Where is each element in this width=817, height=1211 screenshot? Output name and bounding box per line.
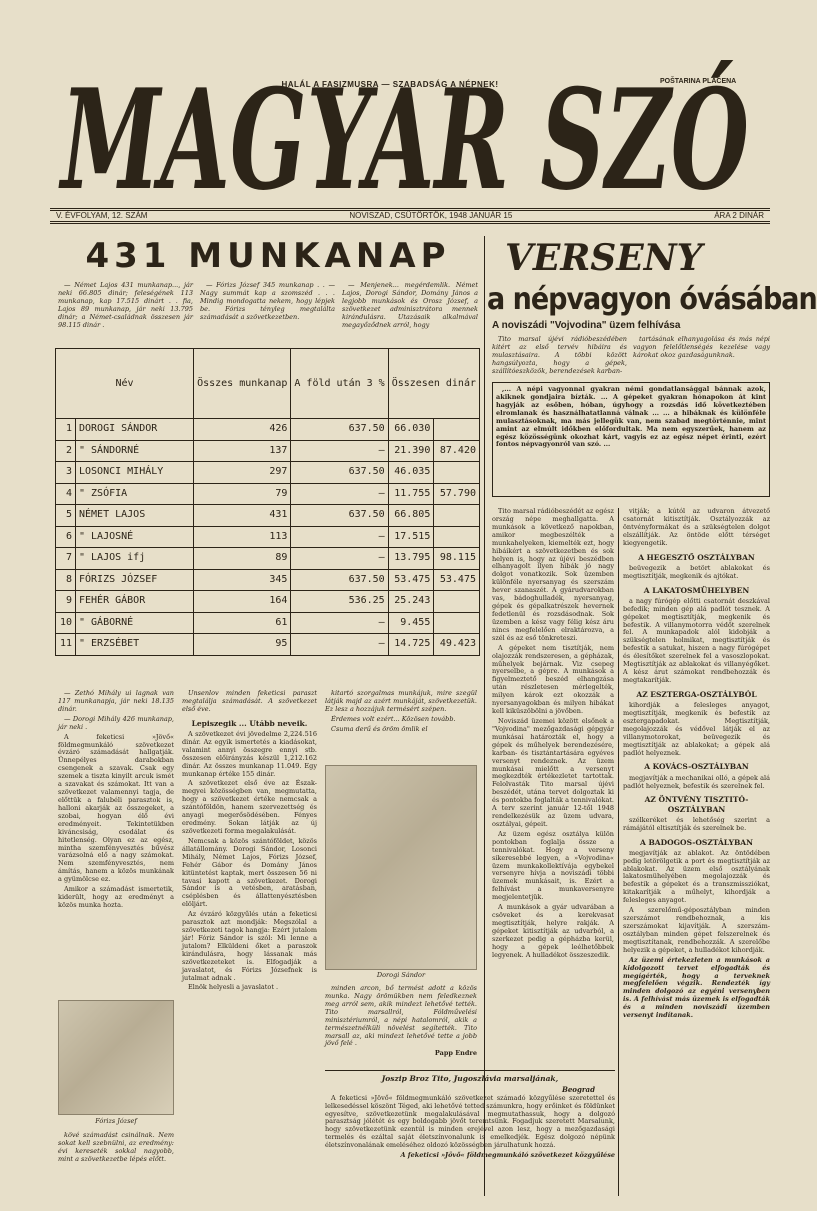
section-text-hegeszto: beüvegezik a betört ablakokat és megtisztítják, megkenik és ajtókat. [623, 563, 770, 580]
family-sum-cell: 53.475 [434, 569, 480, 591]
row-number: 3 [56, 462, 76, 484]
row-number: 5 [56, 505, 76, 527]
tito-greeting-article [325, 1070, 615, 1200]
row-number: 7 [56, 548, 76, 570]
row-number: 6 [56, 526, 76, 548]
middle-byline: Papp Endre [434, 1049, 477, 1058]
postage-notice: POŠTARINA PLAĆENA [660, 78, 737, 85]
total-dinar-cell: 25.243 [388, 591, 434, 613]
land-share-cell: 637.50 [291, 419, 388, 441]
right-col1-text-2: A gépeket nem tisztítják, nem olajozzák rendszeresen, a gépházak, műhelyek bejárnak. Viz csepeg nyerselbe, a gépre. A munkások a figyelmeztető beszéd elhangzása után részletesen mérlegelték, milyen károk ezt okozzák a nyersanyagokban és milyen hibákat kell kiküszöbölni a jövőben. [492, 643, 614, 716]
table-row [56, 591, 480, 613]
member-name: FEHÉR GÁBOR [76, 591, 194, 613]
family-sum-cell: 98.115 [434, 548, 480, 570]
member-name: NÉMET LAJOS [76, 505, 194, 527]
right-col1-text-1: Tito marsal rádióbeszédét az egész ország népe meghallgatta. A munkások a következő napokban, amikor megbeszélték a munkahelyeken, kiemelték ezt, hogy hibáikért a szövetkezetben és sok helyen is, hogy az újévi beszédben elhanyagolt ilyen hibák jó nagy dolgot vonatkozik. Sok üzemben különféle nyersanyag és szerszám hever szanaszét. A gyárudvarokban vas, bádoghulladék, nyersanyag, gépek és gépalkatrészek hevernek fedetlenül és rozsdásodnak. Sok üzemben a kész vagy félig kész áru nincs megfelelően elraktározva, a szél és az eső tönkreteszi. [492, 507, 614, 642]
family-sum-cell: 57.790 [434, 483, 480, 505]
intro-col-2 [200, 282, 335, 346]
masthead-slogan: HALÁL A FASIZMUSRA — SZABADSÁG A NÉPNEK! [281, 80, 499, 89]
right-intro-right-text: tartásának elhanyagolása és más népi vagyon felelőtlenségés kezelése vagy károkat okoz gazdaságunknak. [633, 335, 770, 359]
row-number: 11 [56, 634, 76, 656]
right-col1-text-3: Noviszád üzemei között elsőnek a "Vojvodina" mezőgazdasági gépgyár munkásai határozták el, hogy a gépek és műhelyek berendezésére, karban- és tisztántartására egyéves versenyt rendeznek. Az üzem munkásai mielőtt a versenyt megkezdték értékezletet tartottak. Felolvasták Tito marsal újévi beszédét, utána tervet dolgoztak ki és pontokba foglalták a tennivalókat. A terv szerint január 12-től 1948 rendelkezésük az üzem udvara, osztályai, gépeit. [492, 716, 614, 828]
section-text-ontveny: szélkeréket és lehetőség szerint a rámájától eltisztítják és szerelnek be. [623, 815, 770, 832]
intro-col-3 [342, 282, 478, 346]
middle-text-4: minden arcon, bő termést adott a közös munka. Nagy örömükben nem feledkeznek meg arról sem, akik mindezt lehetővé tették. Tito marsallról, Fóldművelési minisztériumról, a népi hatalomról, akik a természetnélküli növelést segítették. Tito marsall az, aki mindezt lehetővé tette a jobb jövő felé . [325, 984, 477, 1048]
left-column-1-tail [58, 1132, 174, 1200]
col2-subhead: Lepiszegik ... Utább neveik. [191, 718, 308, 728]
table-head [56, 349, 480, 419]
row-number: 10 [56, 612, 76, 634]
header-total: Összesen dinár [388, 349, 479, 419]
row-number: 9 [56, 591, 76, 613]
section-title-eszterga: AZ ESZTERGA-OSZTÁLYBÓL [636, 689, 757, 699]
col2-text-2: A szövetkezet évi jövedelme 2,224.516 dinár. Az egyik ismertetés a kiadásokat, valamint annyi összegre ennyi stb. összesen előirányzás készül 1,212.162 dinár. Az összes munkanap 11.049. Egy munkanap értéke 155 dinár. [182, 729, 317, 778]
photo-dorogi [325, 765, 477, 970]
member-name: " SÁNDORNÉ [76, 440, 194, 462]
photo-forizs-caption: Fórizs József [95, 1117, 137, 1125]
family-sum-cell [434, 591, 480, 613]
section-title-hegeszto: A HEGESZTŐ OSZTÁLYBAN [638, 552, 755, 562]
workdays-cell: 79 [194, 483, 291, 505]
table-row [56, 612, 480, 634]
member-name: " GÁBORNÉ [76, 612, 194, 634]
workdays-cell: 61 [194, 612, 291, 634]
land-share-cell: 637.50 [291, 569, 388, 591]
land-share-cell: 637.50 [291, 505, 388, 527]
table-body [56, 419, 480, 656]
land-share-cell: — [291, 526, 388, 548]
col1-tail-text: kövé számadást csinálnak. Nem sokat kell szebnülni, az eredmény: évi kereseték sokkal nagyobb, mint a szövetkezetbe lépés előtt. [58, 1131, 174, 1163]
middle-text-3: Csuma derű és öröm ömlik el [331, 724, 428, 733]
greeting-body [325, 1095, 615, 1150]
issue-price: ÁRA 2 DINÁR [714, 211, 764, 221]
total-dinar-cell: 13.795 [388, 548, 434, 570]
middle-column-top [325, 690, 477, 760]
total-dinar-cell: 9.455 [388, 612, 434, 634]
left-column-2 [182, 690, 317, 1200]
intro-col-1 [58, 282, 193, 346]
member-name: LOSONCI MIHÁLY [76, 462, 194, 484]
column-rule-1 [484, 236, 485, 1196]
workdays-cell: 297 [194, 462, 291, 484]
total-dinar-cell: 66.030 [388, 419, 434, 441]
land-share-cell: — [291, 483, 388, 505]
land-share-cell: — [291, 634, 388, 656]
total-dinar-cell: 17.515 [388, 526, 434, 548]
table-row [56, 440, 480, 462]
right-col1-text-5: A munkások a gyár udvarában a csöveket és a kerekvasat megtisztítják, helyre rakják. A gépeket kitisztítják az udvarból, a szerkezet pedig a gépházba kerül, hogy a gépek leélhetőbbek legyenek. A hulladékot összeszedik. [492, 903, 614, 959]
right-col2-closing: Az üzemi értekezleten a munkások a kidolgozott tervet elfogadták és megígérték, hogy a terveknek megfelelően végzik. Rendezték így minden dolgozó az egyéni versenyben is. A felhívást más üzemek is elfogadták és a minden noviszádi üzemben versenyt indítanak. [623, 955, 770, 1020]
column-rule-2 [618, 508, 619, 1196]
workdays-cell: 95 [194, 634, 291, 656]
photo-dorogi-caption: Dorogi Sándor [376, 971, 426, 979]
member-name: " LAJOS ifj [76, 548, 194, 570]
family-sum-cell [434, 419, 480, 441]
total-dinar-cell: 53.475 [388, 569, 434, 591]
land-share-cell: — [291, 548, 388, 570]
header-land: A föld után 3 % [291, 349, 388, 419]
section-title-badogos: A BADOGOS-OSZTÁLYBAN [640, 837, 753, 847]
col2-text-6: Elnök helyesli a javaslatot . [188, 983, 279, 992]
workdays-cell: 137 [194, 440, 291, 462]
col1-text-2: — Dorogi Mihály 426 munkanap, jár neki . [58, 714, 174, 731]
land-share-cell: — [291, 440, 388, 462]
workdays-cell: 89 [194, 548, 291, 570]
col1-text-4: Amikor a számadást ismertetik, kiderült, hogy az eredményt a közös munka hozta. [58, 885, 174, 909]
row-number: 8 [56, 569, 76, 591]
family-sum-cell: 49.423 [434, 634, 480, 656]
greeting-text: A feketicsi »Jövő« földmegmunkáló szövetkezet számadó közgyűlése szeretettel és lelkesedéssel köszönt Téged, aki lehetővé tetted számunkra, hogy erőinket és földünket egyesítve, szövetkezetünk megalakulásával megmutathassuk, hogy a dolgozó parasztság jólétét és egy boldogabb jövőt teremtsünk. Fogadjuk szeretett Marsalunk, hogy szövetkezetünk ezentúl is minden erejével azon lesz, hogy a mezőgazdasági termelés és ezáltal saját életszínvonalunk is emelkedjék. Egész dolgozó népünk életszínvonalának emeléséhez oldozó közösségben járulhatunk hozzá. [325, 1093, 615, 1150]
col1-text-3: A feketicsi »Jövő« földmegmunkáló szövetkezet évzáró számadását hallgatják. Ünnepélyes darabokban csengenek a szavak. Csak egy szemek a tiszta kinyilt arcuk ismét a szavakat és számokat. Itt van a szövetkezet valamennyi tagja, de előttük a falubéli parasztok is, halloni akarják az összegeket, a szobai, hogyan élő évi eredményeit. Tekintetükben kiváncsiság, csodálat és hitetlenség. Olyan ez az egész, mintha szemfényvesztés bűvész varázsolná elő a nagy számokat. Nem szemfényvesztés, nem ámítás, hanem a közös munkának a gyümölcse ez. [58, 732, 174, 884]
table-row [56, 548, 480, 570]
svg-text:MAGYAR SZÓ: MAGYAR SZÓ [58, 58, 750, 221]
section-text-kovacs: megjavítják a mechanikai olló, a gépek alá padlót helyeznek, befestik és szerelnek fel. [623, 773, 770, 790]
right-column-1 [492, 508, 614, 1028]
row-number: 1 [56, 419, 76, 441]
row-number: 4 [56, 483, 76, 505]
intro-text-2: — Fórizs József 345 munkanap . . — Nagy summát kap a szomszéd . . . Mindig mondogatta nekem, hogy lépjek be. Fórizs tényleg megtalálta számadását a szövetkezetben. [200, 281, 335, 321]
right-subhead: A noviszádi "Vojvodina" üzem felhívása [492, 320, 681, 331]
right-headline-2: a népvagyon óvásában [487, 282, 817, 317]
section-title-lakatos: A LAKATOSMÜHELYBEN [643, 585, 750, 595]
total-dinar-cell: 66.805 [388, 505, 434, 527]
photo-forizs [58, 1000, 174, 1115]
section-title-kovacs: A KOVÁCS-OSZTÁLYBAN [644, 762, 749, 772]
family-sum-cell [434, 526, 480, 548]
table-row [56, 569, 480, 591]
tito-quote-box [492, 382, 770, 497]
land-share-cell: 536.25 [291, 591, 388, 613]
member-name: " ERZSÉBET [76, 634, 194, 656]
middle-column-bottom [325, 985, 477, 1065]
total-dinar-cell: 21.390 [388, 440, 434, 462]
volume-number: V. ÉVFOLYAM, 12. SZÁM [56, 211, 148, 221]
workdays-cell: 164 [194, 591, 291, 613]
total-dinar-cell: 14.725 [388, 634, 434, 656]
workdays-cell: 426 [194, 419, 291, 441]
right-col1-text-4: Az üzem egész osztálya külön pontokban foglalja össze a tennivalókat. Hogy a verseny sikeresebbé legyen, a »Vojvodina« üzem munkakollektívája egybekel versenyre hívja a noviszádi többi üzemek munkásait, is. Ezért a felhívást a munkaversenyre megjelentetjük. [492, 829, 614, 902]
total-dinar-cell: 11.755 [388, 483, 434, 505]
member-name: " LAJOSNÉ [76, 526, 194, 548]
table-row [56, 526, 480, 548]
header-workdays: Összes munkanap [194, 349, 291, 419]
header-name: Név [56, 349, 194, 419]
table-row [56, 634, 480, 656]
member-name: FÓRIZS JÓZSEF [76, 569, 194, 591]
left-headline: 431 MUNKANAP [85, 236, 451, 276]
col2-text-3: A szövetkezet első éve az Észak-megyei közösségben van, megmutatta, hogy a szövetkezet értéke nemcsak a szántóföldön, hanem szervezettség és anyagi megerősödésében. Fényes eredmény. Sokan látják az új szövetkezeti forma megalakulását. [182, 779, 317, 835]
right-intro-left [492, 336, 627, 378]
col2-text-1: Unsenlov minden feketicsi paraszt megtalálja számadását. A szövetkezet első éve. [182, 689, 317, 713]
table-header-row [56, 349, 480, 419]
right-intro-right [633, 336, 770, 378]
issue-date: NOVISZAD, CSÜTÖRTÖK, 1948 JANUÁR 15 [349, 211, 513, 221]
table-row [56, 462, 480, 484]
greeting-place: Beograd [561, 1085, 595, 1095]
family-sum-cell: 87.420 [434, 440, 480, 462]
right-col2-tail: A szerelőmű-géposztályban minden szerszámot rendbehoznak, a kis szerszámokat kijavítják. A szerszám-osztályban minden gépet felszerelnek és megtisztítanak, rendbehozzák. A szerelőbe helyezik a gépeket, a hulladékot kihordják. [623, 906, 770, 954]
greeting-headline: Joszip Broz Tito, Jugoszlávia marsaljának, [381, 1074, 559, 1083]
greeting-signature: A feketicsi »Jövő« földmegmunkáló szövetkezet közgyűlése [400, 1151, 615, 1160]
left-column-1 [58, 690, 174, 995]
table-row [56, 505, 480, 527]
col1-text-1: — Zethó Mihály ui lagnak van 117 munkanapja, jár neki 18.135 dinár. [58, 689, 174, 713]
family-sum-cell [434, 505, 480, 527]
section-title-ontveny: AZ ÖNTVÉNY TISZTITÓ-OSZTÁLYBAN [644, 795, 749, 814]
family-sum-cell [434, 612, 480, 634]
right-headline-1: VERSENY [505, 237, 703, 279]
col2-text-5: Az évzáró közgyűlés után a feketicsi parasztok azt mondják: Megszólal a szövetkezeti tagok hangja: Ezért jutalom jár! Fóriz Sándor is szól: Mi lenne a jutalom? Elküldeni őket a paraszok kirándulásra, hogy lássanak más szövetkezeteket is. Elfogadják a javaslatot, és Fórizs Józsefnek is jutalmat adnak . [182, 910, 317, 982]
col2-text-4: Nemcsak a közös szántóföldet, közös állatállomány. Dorogi Sándor, Losonci Mihály, Német Lajos, Fórizs József, Fehér Gábor és Domány János kitüntetést kaptak, mert összesen 56 ni tavasi kapott a szövetkezet. Dorogi Sándor is a vetésben, aratásban, cséplésben és állattenyésztésben elöljárt. [182, 836, 317, 909]
middle-text-1: kitartó szorgalmas munkájuk, mire szegül látják majd az azért munkáját, szövetkezetük. Ez lesz a hozzájuk termésért szépen. [325, 689, 477, 713]
land-share-cell: 637.50 [291, 462, 388, 484]
land-share-cell: — [291, 612, 388, 634]
section-text-lakatos: a nagy fúrógép előtti csatornát deszkával befedik; minden gép alá padlót tesznek. A gépeket megtisztítják, megkenik és befestik. A villanymotorra védőt szerelnek fel. A munkapadok alól kidobják a szükségtelen holmikat, megtisztítják és befestik a satukat, hiszen a nagy fúrógépet és élesítőket szerelnek fel a vasoszlopokat. Megtisztítják az ablakokat és villanyégőket. A kész árut számokat rendbehozzák és megtakarítják. [623, 596, 770, 684]
total-dinar-cell: 46.035 [388, 462, 434, 484]
section-text-badogos: megjavítják az ablakot. Az öntödében pedig letörölgetik a port és megtisztítják az ablakokat. Az üzem első osztályának lakatosmühelyében megolajozzák és befestik a gépeket és a transzmissziókat, kitakarítják a műhelyt, kihordják a felesleges anyagot. [623, 848, 770, 905]
workdays-cell: 345 [194, 569, 291, 591]
family-sum-cell [434, 462, 480, 484]
right-intro-left-text: Tito marsal újévi rádióbeszédében kitért az első tervév hibáira és mulasztásaira. A többi között hangsúlyozta, hogy a gépek, szállítóeszközök, berendezések karban- [492, 335, 627, 375]
middle-text-2: Érdemes volt ezért... Közösen tovább. [331, 714, 456, 723]
member-name: " ZSÓFIA [76, 483, 194, 505]
tito-quote-text: ,... A népi vagyonnal gyakran némi gondatlansággal bánnak azok, akiknek gondjaira bízták. ... A gépeket gyakran hónapokon át kint hagyják az esőben, hóban, úgyhogy a rozsdás idő következtében elromlanak és használhatatlanná válnak ... ... a hibáknak és különféle mulasztásoknak, ma más jellegük van, nem szabad megtörténnie, mint amint az elmúlt időkben előfordultak. Ma nem egyszerűek, hanem az egész közösségünk okozhat kárt, vagyis ez az egész népet érinti, ezért fontos népvagyonról van szó. ... [496, 385, 766, 449]
intro-text-1: — Német Lajos 431 munkanap..., jár neki 66.805 dinár; feleségének 113 munkanap, kap 17.515 dinárt . . fia, Lajos 89 munkanap, jár neki 13.795 dinár; a Német-családnak összesen jár 98.115 dinár . [58, 281, 193, 329]
table-row [56, 419, 480, 441]
dateline-bar [50, 208, 770, 224]
table-row [56, 483, 480, 505]
workdays-cell: 431 [194, 505, 291, 527]
right-column-2 [623, 508, 770, 1196]
row-number: 2 [56, 440, 76, 462]
intro-text-3: — Menjenek... megérdemlik. Német Lajos, Dorogi Sándor, Domány János a legjobb munkások és Orosz József, a szövetkezet adminisztrátora mennek kirándulásra. Utazásaik alkalmával megayőződnek arról, hogy [342, 281, 478, 329]
member-name: DOROGI SÁNDOR [76, 419, 194, 441]
munkanap-table [55, 348, 480, 656]
section-text-eszterga: kihordják a felesleges anyagot, megtisztítják, megkenik és befestik az esztergapadokat. Megtisztítják, megolajozzák és védővel látják el az villanymotorokat, beüvegezik és megtisztítják az ablakokat; a gépek alá padlót helyeznek. [623, 701, 770, 757]
workdays-cell: 113 [194, 526, 291, 548]
right-col2-top: vitják; a kútól az udvaron átvezető csatornát kitisztítják. Osztályozzák az öntvényformákat és a szükségtelen dolgot elszállítják. Az öntöde előtt térséget kiegyengetik. [623, 507, 770, 547]
